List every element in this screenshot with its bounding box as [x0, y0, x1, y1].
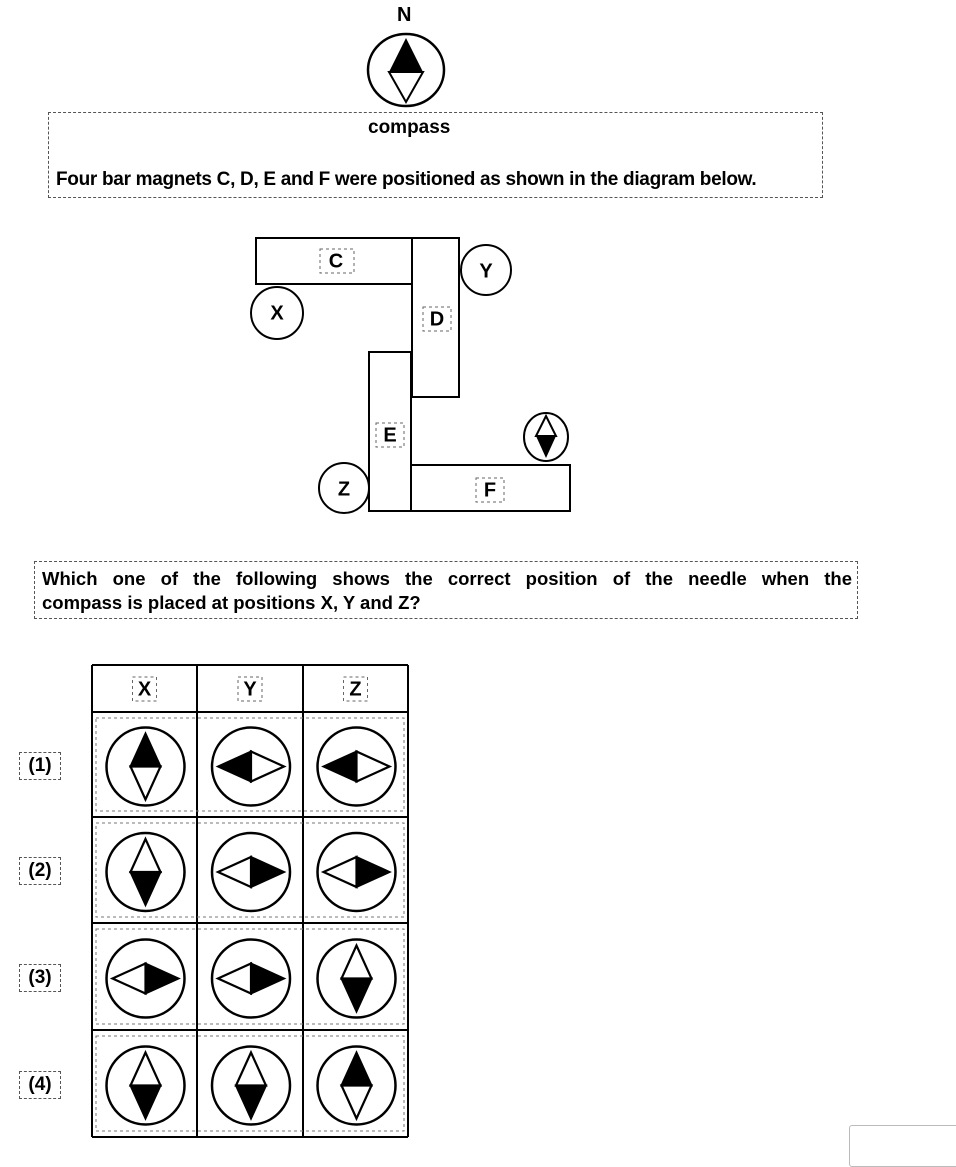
magnet-e-label: E [383, 424, 397, 447]
corner-panel [849, 1125, 956, 1167]
compass-down-icon [107, 833, 185, 911]
compass-up-icon [107, 728, 185, 806]
column-header-x: X [137, 678, 152, 701]
option-label-1[interactable]: (1) [19, 752, 61, 780]
compass-label: compass [368, 117, 451, 138]
option-label-3[interactable]: (3) [19, 964, 61, 992]
compass-down-icon [107, 1047, 185, 1125]
statement-text: Four bar magnets C, D, E and F were positioned as shown in the diagram below. [56, 169, 757, 190]
position-z-label: Z [337, 478, 351, 501]
compass-right-icon [212, 940, 290, 1018]
column-header-y: Y [243, 678, 257, 701]
magnet-f-label: F [483, 479, 497, 502]
compass-up-icon [318, 1047, 396, 1125]
column-header-z: Z [349, 678, 362, 701]
question-line-2: compass is placed at positions X, Y and Z? [42, 592, 421, 613]
compass-left-icon [212, 728, 290, 806]
compass-left-icon [318, 728, 396, 806]
magnet-c-label: C [328, 250, 344, 273]
north-label: N [397, 4, 412, 26]
compass-right-icon [212, 833, 290, 911]
compass-right-icon [107, 940, 185, 1018]
compass-down-icon [318, 940, 396, 1018]
position-y-label: Y [479, 260, 493, 283]
magnet-d-label: D [429, 308, 445, 331]
option-label-2[interactable]: (2) [19, 857, 61, 885]
compass-right-icon [318, 833, 396, 911]
compass-down-icon [212, 1047, 290, 1125]
option-label-4[interactable]: (4) [19, 1071, 61, 1099]
position-x-label: X [270, 302, 284, 325]
question-line-1: Which one of the following shows the correct position of the needle when the [42, 568, 852, 589]
